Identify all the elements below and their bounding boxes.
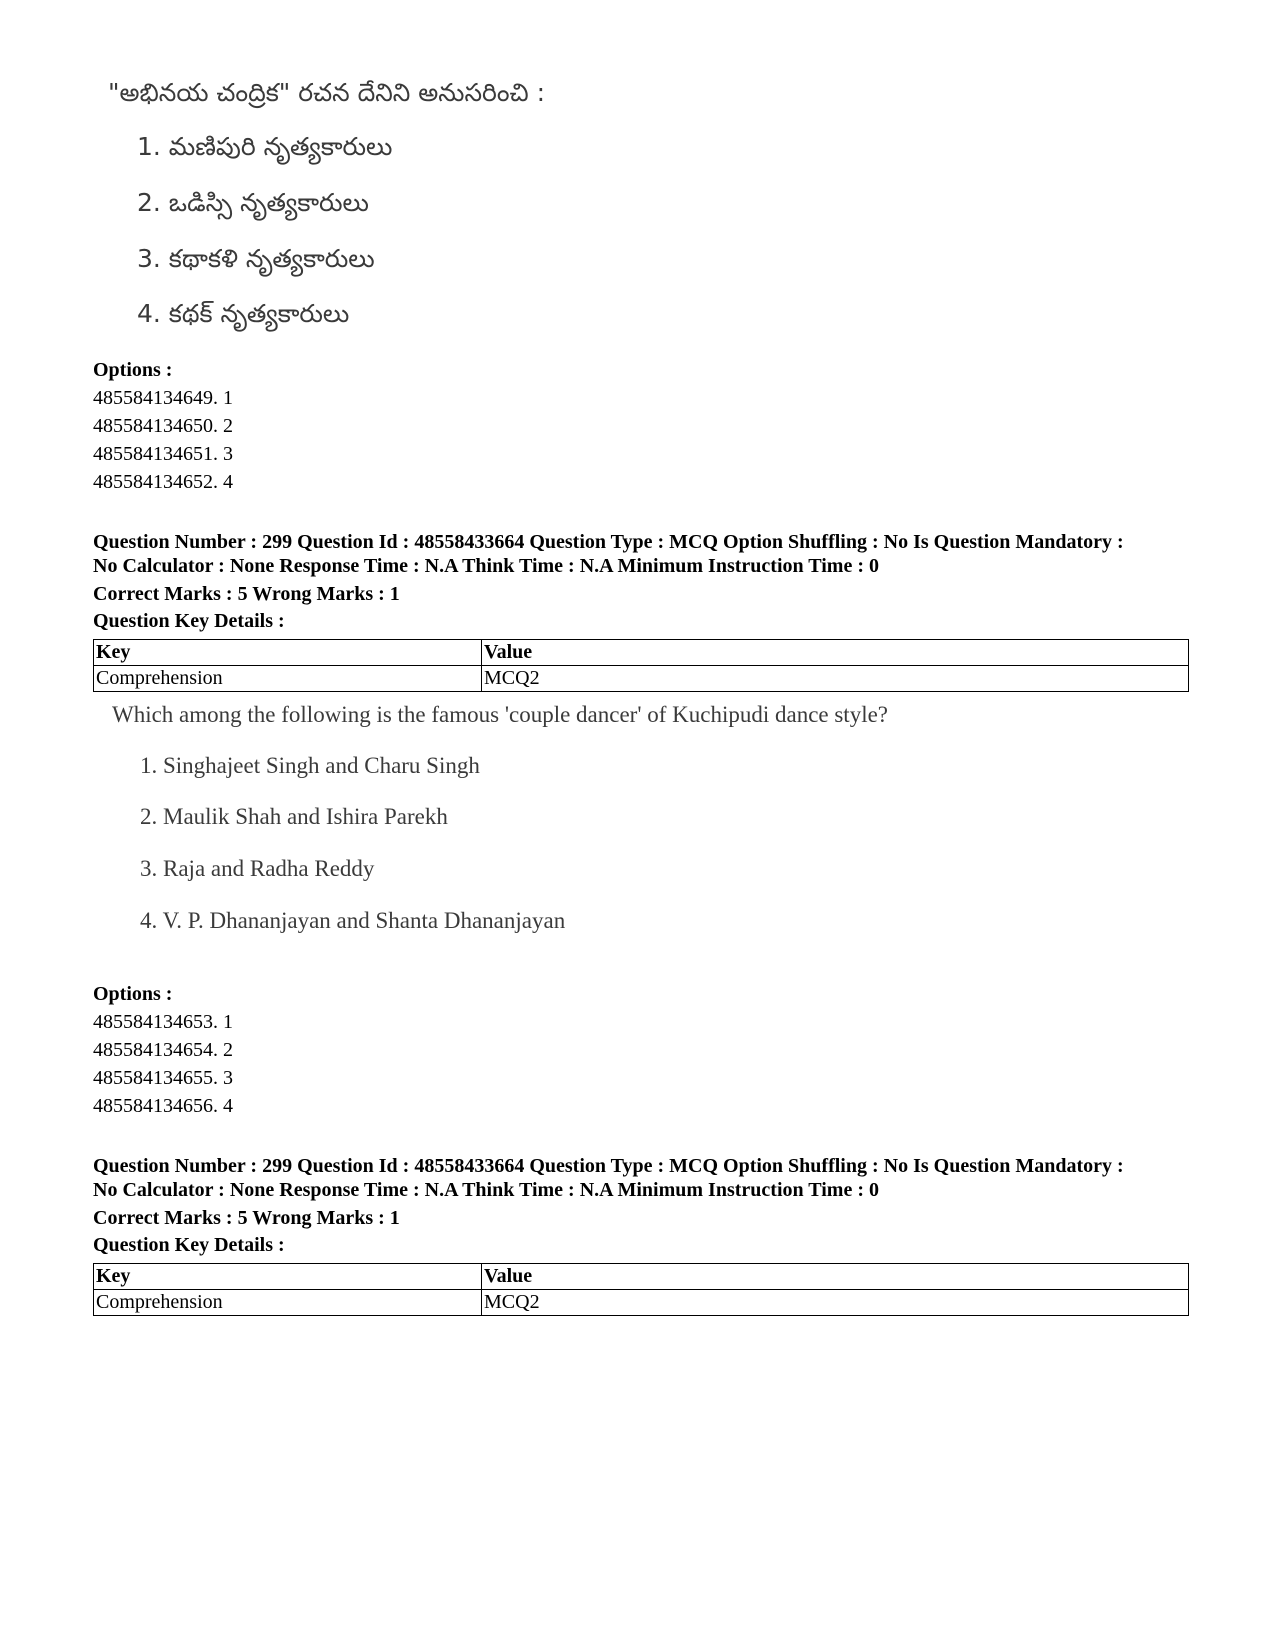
choice-4: 4. V. P. Dhananjayan and Shanta Dhananjayan [140, 908, 566, 933]
english-question [0, 702, 1275, 952]
choice-1: 1. Singhajeet Singh and Charu Singh [140, 753, 480, 778]
header-value: Value [482, 640, 1189, 666]
option-item: 485584134655. 3 [93, 1067, 233, 1089]
choice-3: 3. Raja and Radha Reddy [140, 856, 375, 881]
meta-line-1: Question Number : 299 Question Id : 48558433664 Question Type : MCQ Option Shuffling : No Is Question Mandatory : [93, 531, 1124, 553]
choice-2: 2. Maulik Shah and Ishira Parekh [140, 804, 448, 829]
header-value: Value [482, 1264, 1189, 1290]
options-label: Options : [93, 359, 173, 381]
question-stem: "అభినయ చంద్రిక" రచన దేనిని అనుసరించి : [108, 78, 546, 107]
choice-4: 4. కథక్ నృత్యకారులు [137, 299, 350, 328]
choice-3: 3. కథాకళి నృత్యకారులు [137, 244, 375, 273]
option-item: 485584134656. 4 [93, 1095, 233, 1117]
table-row [94, 666, 1189, 692]
question-meta [93, 530, 1193, 692]
choice-1: 1. మణిపురి నృత్యకారులు [137, 132, 393, 161]
options-label: Options : [93, 983, 173, 1005]
table-row [94, 1290, 1189, 1316]
option-item: 485584134654. 2 [93, 1039, 233, 1061]
question-meta [93, 1154, 1193, 1316]
cell-value: MCQ2 [482, 1290, 1189, 1316]
key-details-label: Question Key Details : [93, 610, 285, 632]
cell-key: Comprehension [94, 1290, 482, 1316]
meta-line-1: Question Number : 299 Question Id : 48558433664 Question Type : MCQ Option Shuffling : No Is Question Mandatory : [93, 1155, 1124, 1177]
question-stem: Which among the following is the famous 'couple dancer' of Kuchipudi dance style? [112, 702, 889, 727]
key-details-table [93, 639, 1189, 692]
key-details-table [93, 1263, 1189, 1316]
option-item: 485584134650. 2 [93, 415, 233, 437]
cell-value: MCQ2 [482, 666, 1189, 692]
marks-line: Correct Marks : 5 Wrong Marks : 1 [93, 583, 400, 605]
option-item: 485584134651. 3 [93, 443, 233, 465]
options-block [93, 358, 1193, 496]
meta-line-2: No Calculator : None Response Time : N.A Think Time : N.A Minimum Instruction Time : 0 [93, 555, 879, 577]
telugu-question [0, 78, 1275, 338]
key-details-label: Question Key Details : [93, 1234, 285, 1256]
option-item: 485584134649. 1 [93, 387, 233, 409]
cell-key: Comprehension [94, 666, 482, 692]
option-item: 485584134653. 1 [93, 1011, 233, 1033]
table-header-row [94, 640, 1189, 666]
marks-line: Correct Marks : 5 Wrong Marks : 1 [93, 1207, 400, 1229]
option-item: 485584134652. 4 [93, 471, 233, 493]
table-header-row [94, 1264, 1189, 1290]
options-block [93, 982, 1193, 1120]
header-key: Key [94, 1264, 482, 1290]
meta-line-2: No Calculator : None Response Time : N.A Think Time : N.A Minimum Instruction Time : 0 [93, 1179, 879, 1201]
header-key: Key [94, 640, 482, 666]
choice-2: 2. ఒడిస్సి నృత్యకారులు [137, 188, 369, 217]
